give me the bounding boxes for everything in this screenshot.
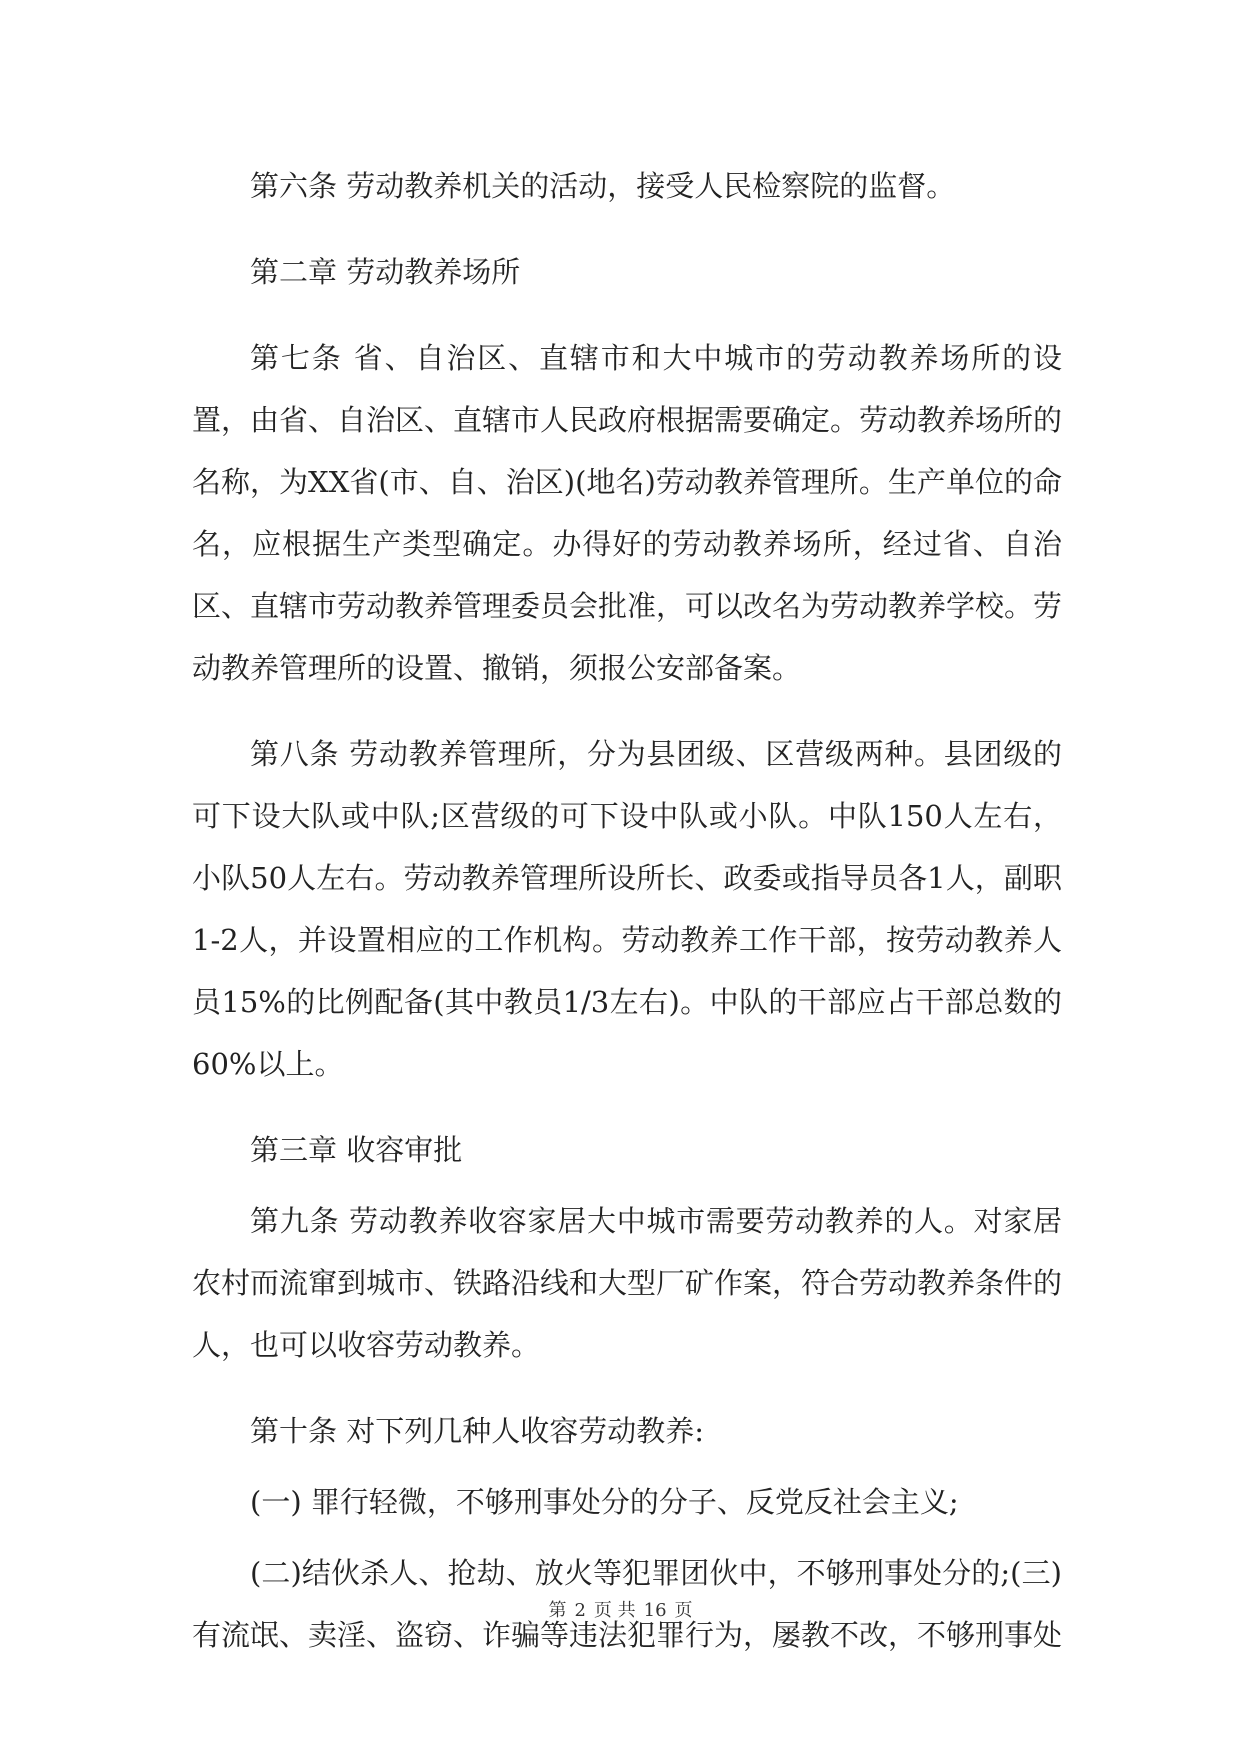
article-10-item-1: (一) 罪行轻微，不够刑事处分的分子、反党反社会主义;	[250, 1485, 959, 1519]
article-10-item-2-3: (二)结伙杀人、抢劫、放火等犯罪团伙中，不够刑事处分的;(三)有流氓、卖淫、盗窃、诈骗等违法犯罪行为，屡教不改，不够刑事处	[192, 1556, 1063, 1652]
article-6: 第六条 劳动教养机关的活动，接受人民检察院的监督。	[250, 169, 956, 203]
article-9: 第九条 劳动教养收容家居大中城市需要劳动教养的人。对家居农村而流窜到城市、铁路沿线和大型厂矿作案，符合劳动教养条件的人，也可以收容劳动教养。	[192, 1204, 1063, 1362]
footer-middle: 页 共	[593, 1600, 636, 1621]
article-8: 第八条 劳动教养管理所，分为县团级、区营级两种。县团级的可下设大队或中队;区营级的可下设中队或小队。中队150人左右，小队50人左右。劳动教养管理所设所长、政委或指导员各1人，副职1-2人，并设置相应的工作机构。劳动教养工作干部，按劳动教养人员15%的比例配备(其中教员1/3左右)。中队的干部应占干部总数的60%以上。	[192, 737, 1062, 1081]
article-7: 第七条 省、自治区、直辖市和大中城市的劳动教养场所的设置，由省、自治区、直辖市人民政府根据需要确定。劳动教养场所的名称，为XX省(市、自、治区)(地名)劳动教养管理所。生产单位的命名，应根据生产类型确定。办得好的劳动教养场所，经过省、自治区、直辖市劳动教养管理委员会批准，可以改名为劳动教养学校。劳动教养管理所的设置、撤销，须报公安部备案。	[192, 341, 1063, 685]
document-body	[192, 155, 1062, 1690]
footer-suffix: 页	[674, 1600, 693, 1621]
footer-prefix: 第	[548, 1600, 567, 1621]
chapter-3-heading: 第三章 收容审批	[250, 1133, 463, 1167]
footer-current-page: 2	[574, 1600, 586, 1621]
article-10: 第十条 对下列几种人收容劳动教养:	[250, 1414, 704, 1448]
page-footer	[0, 1596, 1241, 1622]
footer-total-pages: 16	[643, 1600, 667, 1621]
chapter-2-heading: 第二章 劳动教养场所	[250, 255, 521, 289]
